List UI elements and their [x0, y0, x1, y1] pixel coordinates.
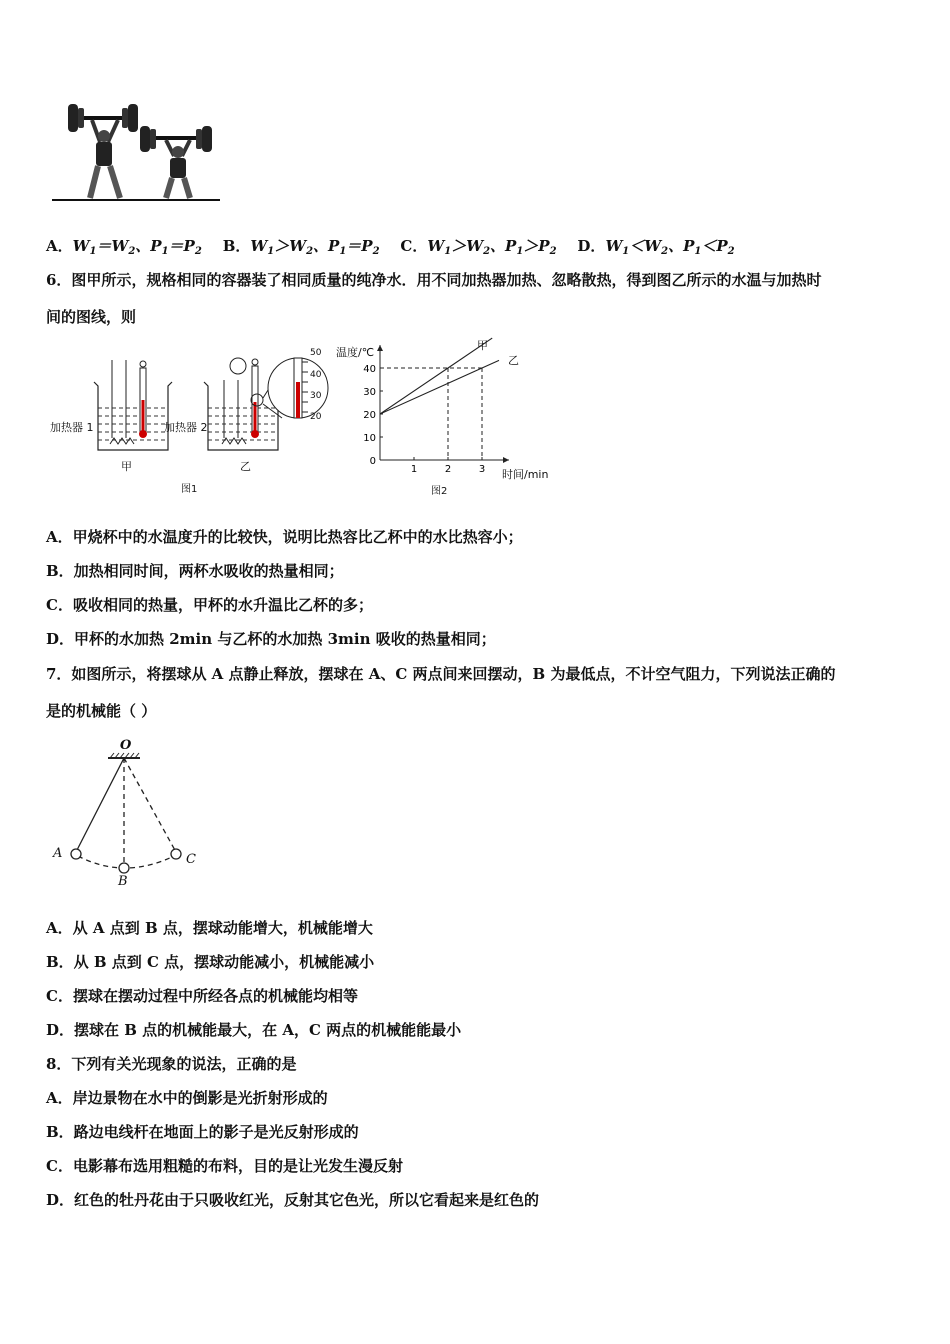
- q5-option-d: D．$W_1<W_2$、$P_1<P_2$: [577, 237, 735, 257]
- scale-tick-30: 30: [310, 391, 322, 401]
- q8-option-a: A．岸边景物在水中的倒影是光折射形成的: [46, 1089, 328, 1107]
- q6-stem-line1: 6．图甲所示，规格相同的容器装了相同质量的纯净水．用不同加热器加热、忽略散热，得到图乙所示的水温与加热时: [46, 271, 822, 289]
- scale-tick-40: 40: [310, 370, 322, 380]
- figure1-caption: 图1: [181, 484, 198, 495]
- weightlifters-figure: [48, 96, 223, 206]
- q7-option-d: D．摆球在 B 点的机械能最大，在 A，C 两点的机械能能最小: [46, 1021, 462, 1039]
- q5-option-c: C．$W_1>W_2$、$P_1>P_2$: [400, 237, 557, 257]
- chart-xtick-label: 3: [478, 464, 486, 475]
- q5-options: [46, 236, 735, 262]
- beaker-jia: [94, 360, 172, 450]
- q5-option-a: A．$W_1=W_2$、$P_1=P_2$: [46, 237, 202, 257]
- q6-option-a: A．甲烧杯中的水温度升的比较快，说明比热容比乙杯中的水比热容小；: [46, 528, 523, 546]
- q6-option-b: B．加热相同时间，两杯水吸收的热量相同；: [46, 562, 344, 580]
- chart-ytick-label: 20: [363, 410, 376, 421]
- pendulum-label-a: A: [53, 846, 63, 861]
- q7-option-b: B．从 B 点到 C 点，摆球动能减小，机械能减小: [46, 953, 375, 971]
- thermometer-magnified: [268, 358, 328, 418]
- scale-tick-50: 50: [310, 348, 322, 358]
- pendulum-ball-a: [71, 849, 81, 859]
- chart-ylabel: 温度/℃: [336, 346, 375, 359]
- pendulum-label-b: B: [118, 874, 128, 889]
- q8-stem: 8．下列有关光现象的说法，正确的是: [46, 1055, 297, 1073]
- q6-option-c: C．吸收相同的热量，甲杯的水升温比乙杯的多；: [46, 596, 373, 614]
- chart-ytick-label: 40: [363, 364, 376, 375]
- q8-option-b: B．路边电线杆在地面上的影子是光反射形成的: [46, 1123, 359, 1141]
- chart-y-arrow: [377, 345, 383, 351]
- q5-option-b: B．$W_1>W_2$、$P_1=P_2$: [222, 237, 380, 257]
- figure2-caption: 图2: [431, 486, 448, 497]
- chart-ytick-label: 0: [369, 456, 376, 467]
- q7-stem-line1: 7．如图所示，将摆球从 A 点静止释放，摆球在 A、C 两点间来回摆动，B 为最低点，不计空气阻力，下列说法正确的: [46, 665, 836, 683]
- q7-option-c: C．摆球在摆动过程中所经各点的机械能均相等: [46, 987, 358, 1005]
- chart-line-label-yi: 乙: [508, 354, 519, 367]
- pendulum-ball-c: [171, 849, 181, 859]
- chart-xtick-label: 2: [444, 464, 452, 475]
- q6-option-d: D．甲杯的水加热 2min 与乙杯的水加热 3min 吸收的热量相同；: [46, 630, 496, 648]
- heater-1-label: 加热器 1: [50, 421, 94, 434]
- chart-ytick-label: 30: [363, 387, 376, 398]
- scale-tick-20: 20: [310, 412, 322, 422]
- weightlifter-1: [68, 104, 138, 198]
- beaker-yi-label: 乙: [240, 460, 251, 473]
- chart-xtick-label: 1: [410, 464, 418, 475]
- beaker-yi: [204, 358, 282, 450]
- pendulum-label-c: C: [186, 852, 196, 867]
- chart-series-line-jia: [380, 338, 492, 414]
- chart-x-arrow: [503, 457, 509, 463]
- chart-ytick-label: 10: [363, 433, 376, 444]
- q7-option-a: A．从 A 点到 B 点，摆球动能增大，机械能增大: [46, 919, 373, 937]
- pendulum-label-o: O: [120, 738, 132, 753]
- q7-stem-line2: 是的机械能（ ）: [46, 702, 157, 720]
- q8-option-d: D．红色的牡丹花由于只吸收红光，反射其它色光，所以它看起来是红色的: [46, 1191, 540, 1209]
- pendulum-string-a: [76, 758, 124, 852]
- chart-line-label-jia: 甲: [477, 339, 488, 352]
- weightlifter-2: [140, 126, 212, 198]
- heater-2-label: 加热器 2: [164, 421, 208, 434]
- beaker-jia-label: 甲: [121, 460, 132, 473]
- chart-xlabel: 时间/min: [502, 468, 549, 481]
- pendulum-string-c: [124, 758, 176, 852]
- pendulum-ball-b: [119, 863, 129, 873]
- q7-pendulum-figure: [48, 738, 208, 893]
- q8-option-c: C．电影幕布选用粗糙的布料，目的是让光发生漫反射: [46, 1157, 403, 1175]
- q6-stem-line2: 间的图线，则: [46, 308, 137, 326]
